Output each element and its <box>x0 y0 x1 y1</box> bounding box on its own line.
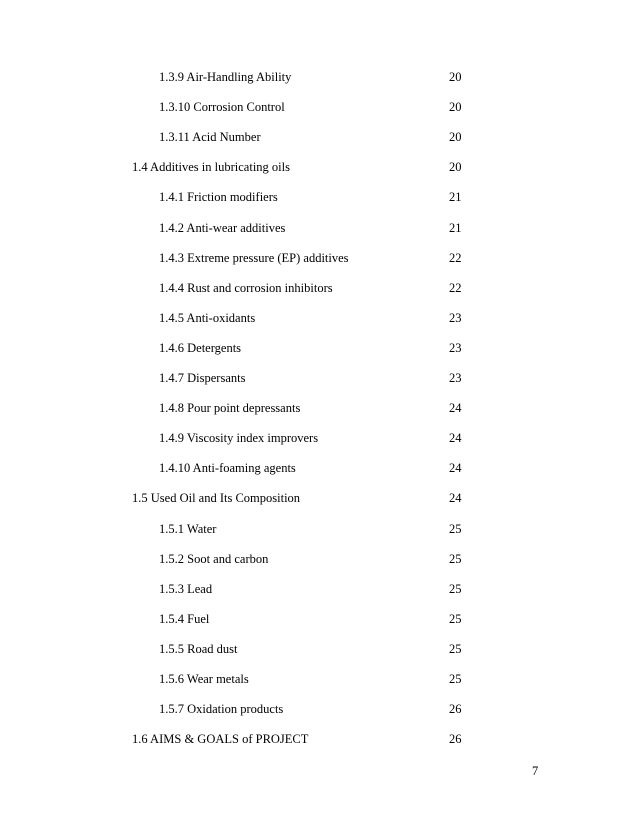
toc-entry <box>0 187 638 207</box>
toc-entry-label: 1.4.3 Extreme pressure (EP) additives <box>159 251 349 265</box>
toc-entry <box>0 729 638 749</box>
toc-entry <box>0 338 638 358</box>
toc-entry-label: 1.5.7 Oxidation products <box>159 702 284 716</box>
toc-entry <box>0 218 638 238</box>
toc-entry-label: 1.5 Used Oil and Its Composition <box>132 491 301 505</box>
toc-entry-page: 21 <box>449 190 462 204</box>
toc-entry-label: 1.4.6 Detergents <box>159 341 242 355</box>
toc-entry-page: 24 <box>449 461 462 475</box>
toc-entry-page: 20 <box>449 160 462 174</box>
toc-entry-page: 26 <box>449 702 462 716</box>
toc-entry-label: 1.4.10 Anti-foaming agents <box>159 461 296 475</box>
toc-entry <box>0 579 638 599</box>
toc-entry-label: 1.3.11 Acid Number <box>159 130 261 144</box>
toc-entry-page: 25 <box>449 642 462 656</box>
toc-entry-label: 1.4.4 Rust and corrosion inhibitors <box>159 281 333 295</box>
toc-entry-label: 1.4 Additives in lubricating oils <box>132 160 290 174</box>
toc-entry-label: 1.6 AIMS & GOALS of PROJECT <box>132 732 309 746</box>
toc-entry <box>0 67 638 87</box>
toc-entry <box>0 458 638 478</box>
toc-entry-label: 1.3.9 Air-Handling Ability <box>159 70 292 84</box>
toc-entry <box>0 699 638 719</box>
toc-entry-label: 1.5.6 Wear metals <box>159 672 249 686</box>
toc-entry <box>0 669 638 689</box>
toc-entry-label: 1.4.9 Viscosity index improvers <box>159 431 319 445</box>
toc-entry <box>0 157 638 177</box>
toc-entry <box>0 519 638 539</box>
toc-entry-page: 23 <box>449 341 462 355</box>
toc-entry-page: 24 <box>449 401 462 415</box>
toc-entry <box>0 368 638 388</box>
toc-entry-label: 1.4.2 Anti-wear additives <box>159 221 286 235</box>
toc-entry-page: 23 <box>449 311 462 325</box>
toc-entry-page: 20 <box>449 100 462 114</box>
toc-entry-page: 25 <box>449 672 462 686</box>
toc-entry-label: 1.5.3 Lead <box>159 582 213 596</box>
toc-entry-page: 24 <box>449 431 462 445</box>
toc-entry-label: 1.4.7 Dispersants <box>159 371 246 385</box>
toc-entry <box>0 428 638 448</box>
toc-entry <box>0 639 638 659</box>
toc-entry-page: 25 <box>449 582 462 596</box>
toc-entry-page: 23 <box>449 371 462 385</box>
toc-entry-label: 1.5.4 Fuel <box>159 612 210 626</box>
toc-entry-page: 22 <box>449 251 462 265</box>
toc-entry <box>0 127 638 147</box>
toc-entry-page: 25 <box>449 522 462 536</box>
toc-entry <box>0 248 638 268</box>
toc-entry-label: 1.4.5 Anti-oxidants <box>159 311 256 325</box>
toc-entry-page: 25 <box>449 552 462 566</box>
toc-entry-label: 1.3.10 Corrosion Control <box>159 100 285 114</box>
toc-entry <box>0 549 638 569</box>
toc-entry-page: 20 <box>449 130 462 144</box>
toc-entry <box>0 398 638 418</box>
toc-entry-page: 22 <box>449 281 462 295</box>
toc-entry-page: 21 <box>449 221 462 235</box>
toc-entry <box>0 609 638 629</box>
toc-entry-label: 1.4.1 Friction modifiers <box>159 190 278 204</box>
toc-entry <box>0 278 638 298</box>
toc-entry-label: 1.5.5 Road dust <box>159 642 238 656</box>
toc-entry-label: 1.5.2 Soot and carbon <box>159 552 269 566</box>
toc-entry-label: 1.5.1 Water <box>159 522 217 536</box>
toc-entry <box>0 308 638 328</box>
toc-entry-label: 1.4.8 Pour point depressants <box>159 401 301 415</box>
toc-entry <box>0 488 638 508</box>
toc-entry <box>0 97 638 117</box>
page-number: 7 <box>532 764 539 778</box>
toc-entry-page: 24 <box>449 491 462 505</box>
toc-entry-page: 20 <box>449 70 462 84</box>
toc-entry-page: 26 <box>449 732 462 746</box>
toc-entry-page: 25 <box>449 612 462 626</box>
